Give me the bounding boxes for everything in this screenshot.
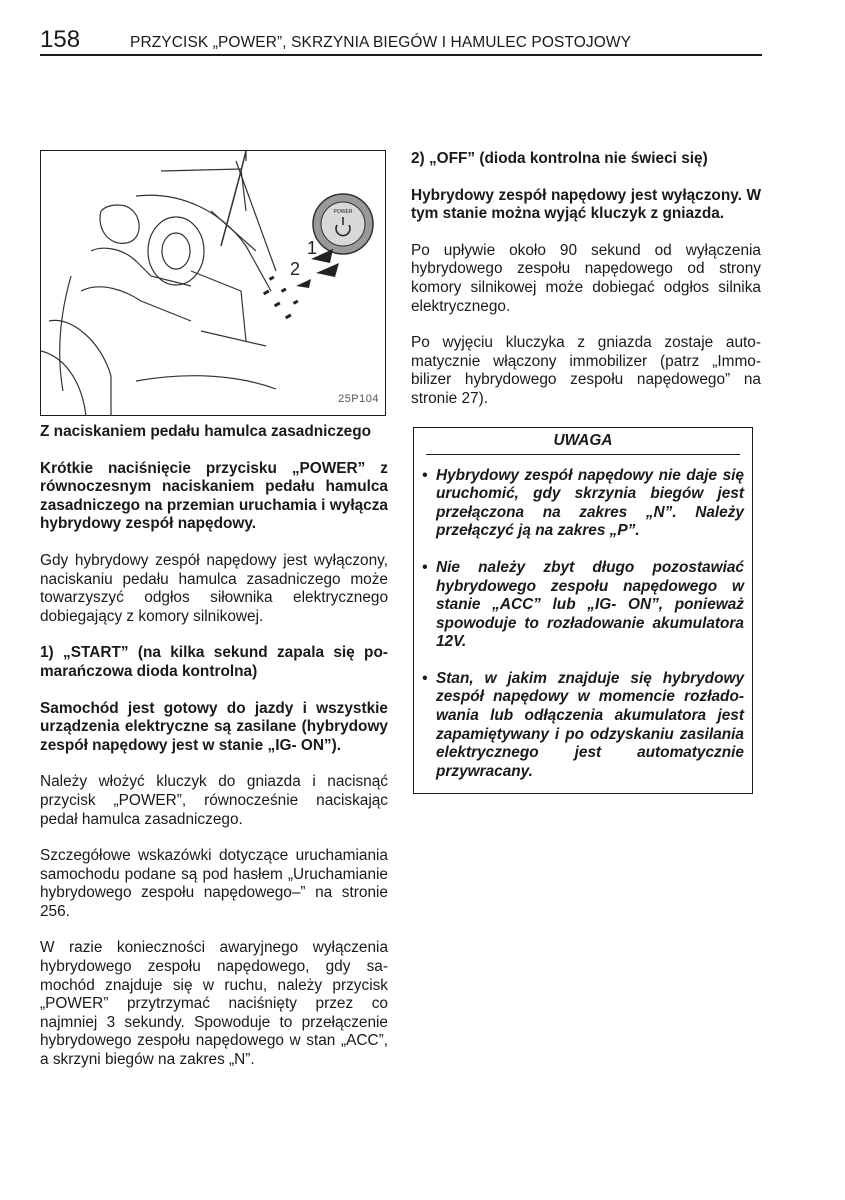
power-button-text: POWER (333, 209, 353, 215)
figure-caption: Z naciskaniem pedału hamulca zasadniczego (40, 423, 372, 440)
bullet-icon: • (422, 669, 428, 687)
start-heading: 1) „START” (na kilka sekund zapala się pomarańczowa dioda kontrolna) (40, 644, 388, 680)
figure-code: 25P104 (338, 393, 379, 406)
noise-paragraph: Gdy hybrydowy zespół napędowy jest wyłączony, naciskaniu pedału hamulca zasadniczego może towarzyszyć odgłos siłownika elektrycznego dobiegający z komory silnikowej. (40, 551, 388, 625)
warning-box (413, 427, 753, 795)
warning-item (422, 670, 744, 782)
key-paragraph: Należy włożyć kluczyk do gniazda i nacisnąć przycisk „POWER”, równocześnie naciskając pedał hamulca zasadniczego. (40, 773, 388, 828)
driver-cockpit-drawing (41, 151, 387, 417)
off-heading: 2) „OFF” (dioda kontrolna nie świeci się) (411, 150, 708, 167)
callout-2: 2 (290, 259, 301, 279)
ninety-seconds-paragraph: Po upływie około 90 sekund od wyłączenia hybrydowego zespołu napędowego od strony komory silnikowej może dobiegać odgłos silnika elektrycznego. (411, 241, 761, 315)
off-bold-paragraph: Hybrydowy zespół napędowy jest wyłączony. W tym stanie można wyjąć kluczyk z gniazda. (411, 186, 761, 223)
left-column (40, 150, 388, 1070)
immobilizer-paragraph: Po wyjęciu kluczyka z gniazda zostaje automatycznie włączony immobilizer (patrz „Immobilizer hybrydowego zespołu napędowego” na stronie 27). (411, 334, 761, 407)
warning-title: UWAGA (426, 428, 740, 455)
page-number: 158 (40, 26, 81, 53)
page-header (40, 26, 762, 56)
callout-1: 1 (307, 238, 318, 258)
bullet-icon: • (422, 466, 428, 484)
start-bold-paragraph: Samochód jest gotowy do jazdy i wszystkie urządzenia elektryczne są zasilane (hybrydowy zespół napędowy jest w stanie „IG- ON”). (40, 699, 388, 754)
details-paragraph: Szczegółowe wskazówki dotyczące uruchamiania samochodu podane są pod hasłem „Uruchamianie hybrydowego zespołu napędowego–” na stronie 256. (40, 847, 388, 920)
chapter-title: PRZYCISK „POWER”, SKRZYNIA BIEGÓW I HAMULEC POSTOJOWY (130, 34, 632, 51)
intro-bold-paragraph: Krótkie naciśnięcie przycisku „POWER” z równoczesnym naciskaniem pedału hamulca zasadniczego na przemian uruchamia i wyłącza hybrydowy zespół napędowy. (40, 459, 388, 533)
emergency-paragraph: W razie konieczności awaryjnego wyłączenia hybrydowego zespołu napędowego, gdy samochód znajduje się w ruchu, należy przycisk „POWER” przytrzymać naciśnięty przez co najmniej 3 sekundy. Spowoduje to przełączenie hybrydowego zespołu napędowego w stan „ACC”, a skrzyni biegów na zakres „N”. (40, 939, 388, 1069)
warning-item (422, 559, 744, 652)
power-button-illustration (40, 150, 386, 416)
warning-item-text: Nie należy zbyt długo pozostawiać hybrydowego zespołu napędowego w stanie „ACC” lub „IG- ON”, ponieważ spowoduje to rozładowanie akumulatora 12V. (436, 558, 744, 651)
warning-item-text: Hybrydowy zespół napędowy nie daje się uruchomić, gdy skrzynia biegów jest przełączona na zakres „N”. Należy przełączyć ją na zakres „P”. (436, 466, 744, 540)
warning-item (422, 467, 744, 541)
bullet-icon: • (422, 558, 428, 576)
right-column (411, 150, 761, 794)
warning-item-text: Stan, w jakim znajduje się hybrydowy zespół napędowy w momencie rozładowania lub odłączenia akumulatora jest zapamiętywany i po odzyskaniu zasilania elektrycznego jest automatycznie przywracany. (436, 669, 744, 780)
